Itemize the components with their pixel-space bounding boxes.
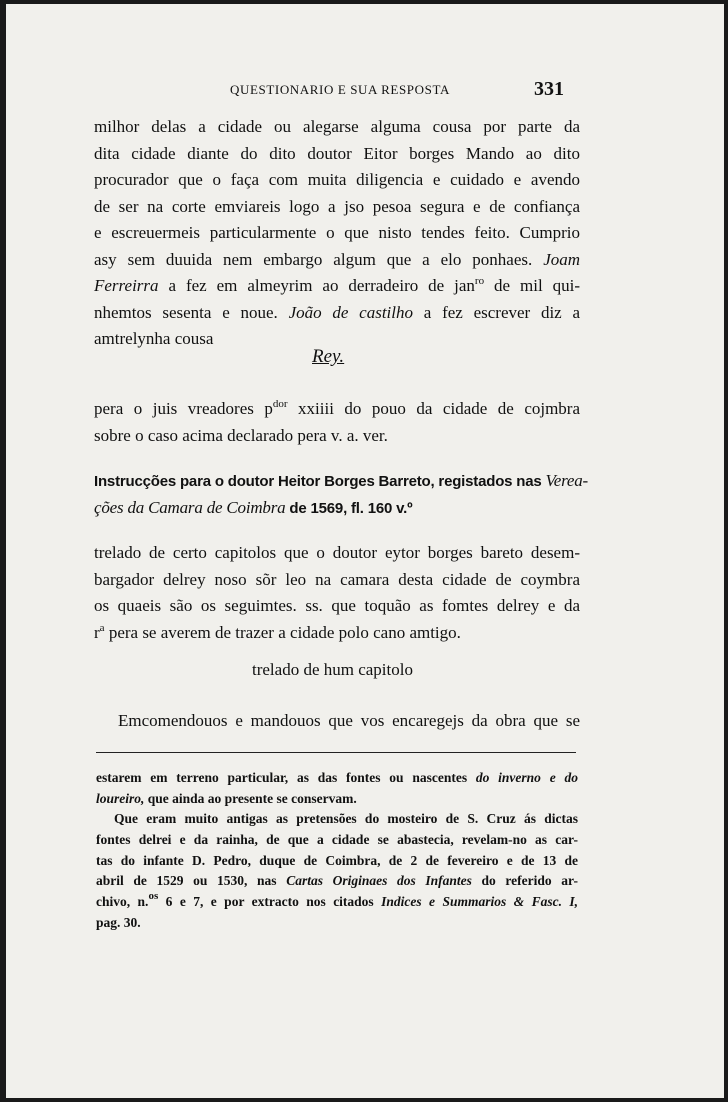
text-line bbox=[94, 273, 580, 300]
superscript: a bbox=[99, 621, 105, 634]
subheading: trelado de hum capitolo bbox=[252, 660, 413, 679]
superscript: dor bbox=[272, 398, 288, 410]
text-line bbox=[94, 396, 580, 423]
page-header bbox=[6, 78, 724, 104]
footnote-line: pag. 30. bbox=[96, 914, 141, 930]
text-line: de ser na corte emviareis logo a jso pesoa segura e de confiança bbox=[94, 196, 580, 216]
footnote-divider bbox=[96, 752, 576, 753]
footnotes bbox=[96, 768, 578, 934]
superscript: ro bbox=[474, 275, 485, 287]
document-heading bbox=[94, 468, 589, 521]
text-span: pera o juis vreadores p bbox=[94, 399, 273, 418]
text-span: estarem em terreno particular, as das fontes ou nascentes bbox=[96, 770, 468, 785]
text-line: trelado de certo capitolos que o doutor eytor borges bareto desem- bbox=[94, 543, 580, 562]
running-title: QUESTIONARIO E SUA RESPOSTA bbox=[230, 82, 450, 97]
text-span: a fez escrever diz a bbox=[423, 302, 581, 322]
text-line: os quaeis são os seguimtes. ss. que toquão as fomtes delrey e da bbox=[94, 596, 580, 615]
italic-term: Indices e Summarios & Fasc. I, bbox=[381, 894, 578, 910]
text-line: milhor delas a cidade ou alegarse alguma cousa por parte da bbox=[94, 117, 580, 136]
italic-name: Joam bbox=[543, 249, 581, 269]
text-span: pera se averem de trazer a cidade polo cano amtigo. bbox=[108, 622, 461, 642]
text-line: dita cidade diante do dito doutor Eitor borges Mando ao dito bbox=[94, 143, 580, 163]
heading-bold: Instrucções para o doutor Heitor Borges Barreto, registados nas bbox=[94, 473, 542, 490]
body-paragraph-1 bbox=[94, 114, 580, 353]
text-line: Emcomendouos e mandouos que vos encaregejs da obra que se bbox=[118, 711, 580, 730]
text-span: xxiiii do pouo da cidade de cojmbra bbox=[298, 399, 581, 418]
text-line bbox=[94, 300, 580, 327]
text-line bbox=[94, 620, 580, 647]
text-span: nhemtos sesenta e noue. bbox=[94, 302, 278, 322]
body-paragraph-2 bbox=[94, 540, 580, 646]
text-line: procurador que o faça com muita diligencia e cuidado e avendo bbox=[94, 170, 580, 189]
italic-term: e do bbox=[549, 770, 579, 785]
footnote-line bbox=[96, 768, 578, 789]
body-paragraph-3 bbox=[118, 708, 580, 735]
italic-name: Ferreirra bbox=[94, 276, 159, 295]
address-block bbox=[94, 396, 580, 449]
footnote-line bbox=[96, 892, 578, 913]
heading-line bbox=[94, 495, 580, 522]
text-span: de mil qui- bbox=[494, 276, 580, 295]
footnote-line: fontes delrei e da rainha, de que a cidade se abastecia, revelam-no as car- bbox=[96, 832, 578, 848]
book-page bbox=[6, 4, 724, 1098]
footnote-line: tas do infante D. Pedro, duque de Coimbra, de 2 de fevereiro e de 13 de bbox=[96, 852, 578, 868]
footnote-line: Que eram muito antigas as pretensões do mosteiro de S. Cruz ás dictas bbox=[114, 811, 578, 827]
heading-italic: ções da Camara de Coimbra bbox=[94, 497, 286, 517]
text-line: e escreuermeis particularmente o que nisto tendes feito. Cumprio bbox=[94, 223, 580, 242]
heading-line bbox=[94, 468, 589, 495]
text-span: que ainda ao presente se conservam. bbox=[147, 790, 357, 806]
italic-term: loureiro, bbox=[96, 790, 145, 806]
text-span: do referido ar- bbox=[481, 873, 579, 889]
page-number: 331 bbox=[534, 78, 564, 100]
text-span: asy sem duuida nem embargo algum que a elo ponhaes. bbox=[94, 249, 533, 269]
italic-term: do inverno bbox=[475, 770, 541, 785]
footnote-line bbox=[96, 789, 578, 810]
italic-name: João de castilho bbox=[288, 302, 414, 322]
heading-bold: de 1569, fl. 160 v.º bbox=[289, 499, 413, 517]
text-span: abril de 1529 ou 1530, nas bbox=[96, 873, 277, 889]
superscript: os bbox=[148, 890, 159, 903]
text-line: sobre o caso acima declarado pera v. a. ver. bbox=[94, 425, 388, 445]
royal-signature: Rey. bbox=[312, 346, 345, 367]
italic-term: Cartas Originaes dos Infantes bbox=[286, 873, 472, 889]
text-line: amtrelynha cousa bbox=[94, 329, 214, 348]
heading-italic: Verea- bbox=[545, 471, 589, 490]
text-span: 6 e 7, e por extracto nos citados bbox=[165, 894, 374, 910]
text-span: chivo, n. bbox=[96, 894, 149, 910]
text-line: bargador delrey noso sõr leo na camara desta cidade de coymbra bbox=[94, 569, 580, 589]
text-line bbox=[94, 247, 580, 274]
text-span: r bbox=[94, 622, 100, 642]
text-span: a fez em almeyrim ao derradeiro de jan bbox=[168, 276, 475, 295]
footnote-line bbox=[96, 871, 578, 892]
